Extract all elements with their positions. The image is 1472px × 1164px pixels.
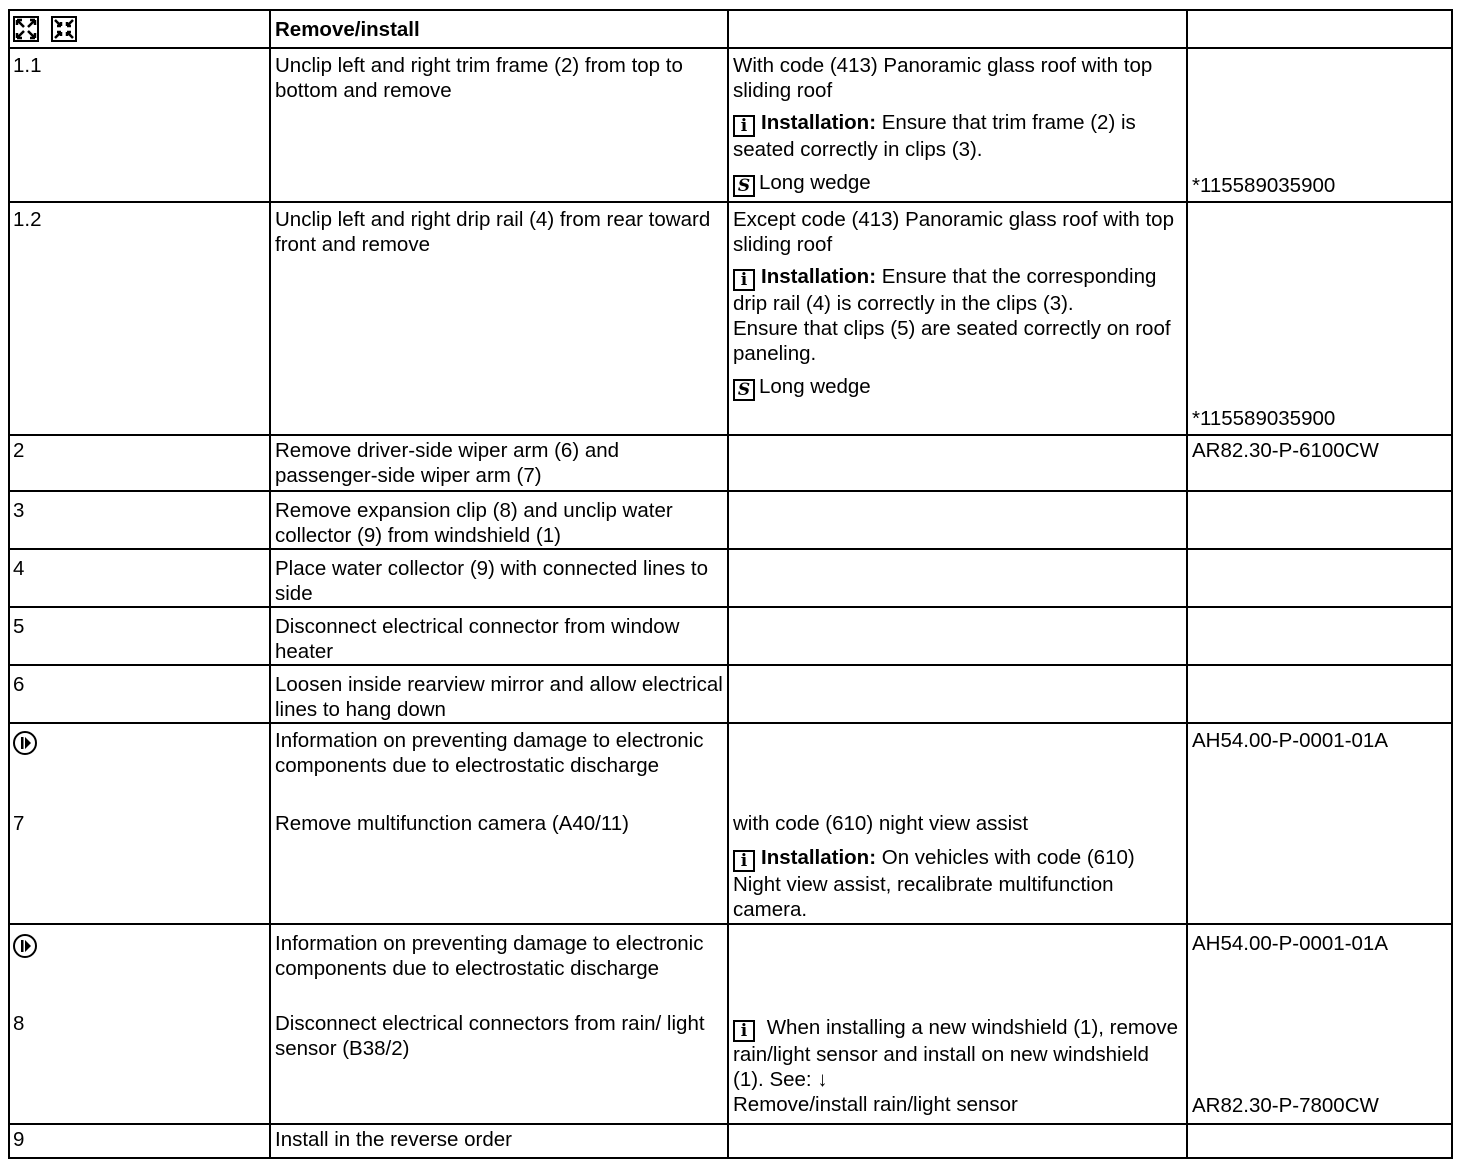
note-label: Installation: [761, 265, 877, 288]
step-number: 7 [13, 812, 25, 835]
header-condition-cell [728, 10, 1187, 48]
step-action: Loosen inside rearview mirror and allow electrical lines to hang down [270, 665, 728, 723]
step-number: 5 [9, 607, 270, 665]
installation-note [733, 110, 1182, 162]
esd-information-text: Information on preventing damage to electronic components due to electrostatic discharge [275, 932, 704, 980]
document-reference-link[interactable]: AR82.30-P-6100CW [1192, 439, 1379, 462]
note-text: Ensure that trim frame (2) is seated correctly in clips (3). [733, 111, 1136, 161]
step-action-cell [270, 924, 728, 1124]
ref-cell [1187, 491, 1452, 549]
ref-cell [1187, 665, 1452, 723]
ref-cell [1187, 435, 1452, 491]
table-row [9, 202, 1452, 435]
note-text-2: Ensure that clips (5) are seated correctly on roof paneling. [733, 317, 1171, 365]
step-action: Unclip left and right drip rail (4) from rear toward front and remove [270, 202, 728, 435]
step-condition-cell [728, 435, 1187, 491]
info-icon: i [733, 269, 755, 291]
note-text: When installing a new windshield (1), remove rain/light sensor and install on new windshield (1). See: [733, 1016, 1179, 1091]
step-number: 9 [9, 1124, 270, 1158]
note-text: On vehicles with code (610) Night view assist, recalibrate multifunction camera. [733, 846, 1135, 921]
step-action: Disconnect electrical connector from window heater [270, 607, 728, 665]
header-icons-cell [9, 10, 270, 48]
step-action: Remove driver-side wiper arm (6) and passenger-side wiper arm (7) [270, 435, 728, 491]
condition-text: with code (610) night view assist [733, 812, 1029, 835]
step-number: 1.1 [9, 48, 270, 202]
table-row [9, 549, 1452, 607]
note-label: Installation: [761, 111, 877, 134]
info-icon: i [733, 1020, 755, 1042]
special-tool-icon: S [733, 379, 755, 401]
esd-warning-icon[interactable] [13, 934, 37, 958]
esd-reference-link[interactable]: AH54.00-P-0001-01A [1192, 932, 1389, 955]
step-condition-cell [728, 924, 1187, 1124]
table-row [9, 435, 1452, 491]
info-icon: i [733, 115, 755, 137]
table-row [9, 924, 1452, 1124]
collapse-all-icon[interactable] [51, 16, 77, 42]
step-action: Place water collector (9) with connected lines to side [270, 549, 728, 607]
tool-name: Long wedge [759, 375, 871, 398]
table-row [9, 723, 1452, 924]
tool-name: Long wedge [759, 171, 871, 194]
step-action: Install in the reverse order [270, 1124, 728, 1158]
reference-link-text[interactable]: Remove/install rain/light sensor [733, 1093, 1018, 1116]
table-row [9, 491, 1452, 549]
step-number-cell [9, 924, 270, 1124]
step-number: 2 [9, 435, 270, 491]
step-action-cell [270, 723, 728, 924]
tool-line [733, 374, 1182, 401]
header-title: Remove/install [270, 10, 728, 48]
ref-cell [1187, 1124, 1452, 1158]
note-text: Ensure that the corresponding drip rail (4) is correctly in the clips (3). [733, 265, 1157, 315]
step-condition-cell [728, 665, 1187, 723]
ref-cell [1187, 202, 1452, 435]
step-action: Unclip left and right trim frame (2) from top to bottom and remove [270, 48, 728, 202]
step-number: 8 [13, 1012, 25, 1035]
note-label: Installation: [761, 846, 877, 869]
step-number: 4 [9, 549, 270, 607]
esd-warning-icon[interactable] [13, 731, 37, 755]
table-header-row [9, 10, 1452, 48]
step-condition-cell [728, 48, 1187, 202]
installation-note [733, 845, 1182, 922]
step-condition-cell [728, 202, 1187, 435]
document-reference-link[interactable]: AR82.30-P-7800CW [1192, 1094, 1379, 1117]
ref-cell [1187, 607, 1452, 665]
table-row [9, 607, 1452, 665]
table-row [9, 48, 1452, 202]
installation-note [733, 264, 1182, 316]
esd-information-text: Information on preventing damage to electronic components due to electrostatic discharge [275, 729, 704, 777]
tool-line [733, 170, 1182, 197]
ref-cell [1187, 549, 1452, 607]
ref-cell [1187, 924, 1452, 1124]
tool-reference-link[interactable]: *115589035900 [1192, 174, 1336, 197]
table-row [9, 1124, 1452, 1158]
step-number: 6 [9, 665, 270, 723]
step-number-cell [9, 723, 270, 924]
step-action: Remove multifunction camera (A40/11) [275, 812, 629, 835]
step-action: Disconnect electrical connectors from rain/ light sensor (B38/2) [275, 1012, 705, 1060]
condition-text: With code (413) Panoramic glass roof with top sliding roof [733, 54, 1153, 102]
procedure-table [8, 9, 1453, 1159]
step-condition-cell [728, 723, 1187, 924]
step-condition-cell [728, 607, 1187, 665]
esd-reference-link[interactable]: AH54.00-P-0001-01A [1192, 729, 1389, 752]
condition-text: Except code (413) Panoramic glass roof with top sliding roof [733, 208, 1174, 256]
step-condition-cell [728, 1124, 1187, 1158]
expand-all-icon[interactable] [13, 16, 39, 42]
step-action: Remove expansion clip (8) and unclip water collector (9) from windshield (1) [270, 491, 728, 549]
step-condition-cell [728, 549, 1187, 607]
tool-reference-link[interactable]: *115589035900 [1192, 407, 1336, 430]
info-icon: i [733, 850, 755, 872]
down-arrow-icon: ↓ [817, 1068, 828, 1091]
table-row [9, 665, 1452, 723]
special-tool-icon: S [733, 175, 755, 197]
step-number: 3 [9, 491, 270, 549]
header-ref-cell [1187, 10, 1452, 48]
ref-cell [1187, 48, 1452, 202]
ref-cell [1187, 723, 1452, 924]
installation-note [733, 1015, 1182, 1092]
step-condition-cell [728, 491, 1187, 549]
step-number: 1.2 [9, 202, 270, 435]
